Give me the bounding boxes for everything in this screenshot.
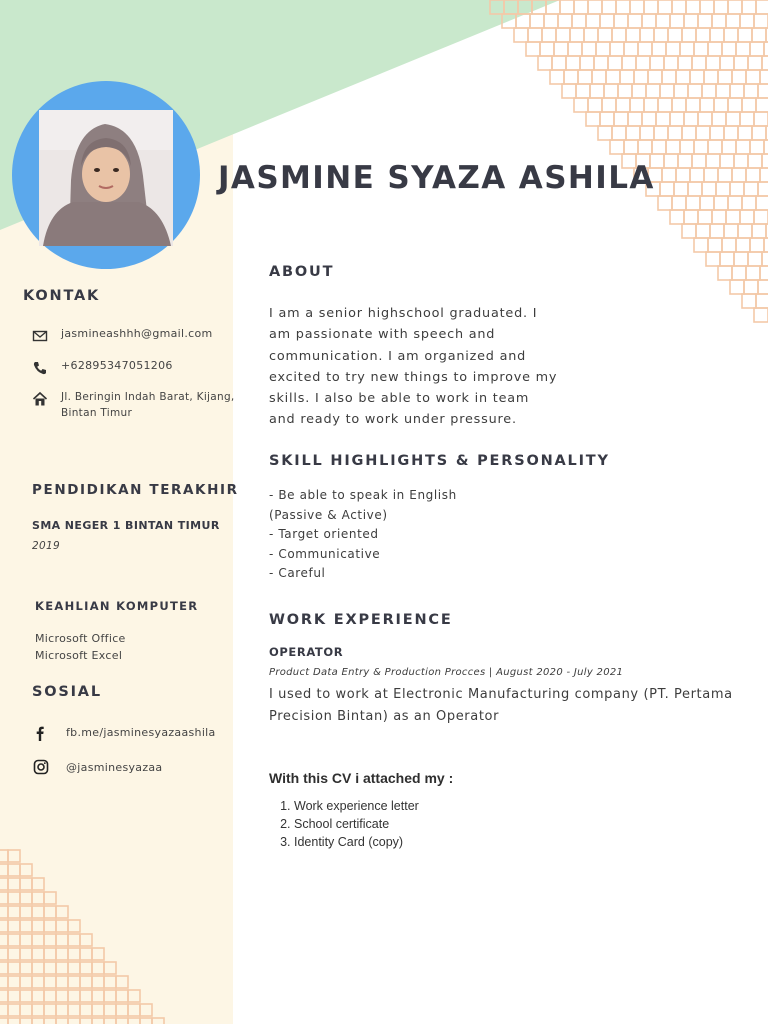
contact-phone: +62895347051206 (61, 359, 173, 372)
skill-item: - Communicative (269, 546, 381, 561)
attachment-item: 2. School certificate (294, 815, 419, 833)
skills-title: SKILL HIGHLIGHTS & PERSONALITY (269, 453, 610, 469)
contact-email: jasmineashhh@gmail.com (61, 327, 213, 340)
grid-pattern-bottom-left (0, 850, 164, 1024)
contact-address (61, 389, 235, 421)
work-title: WORK EXPERIENCE (269, 612, 453, 628)
instagram-handle[interactable]: @jasminesyazaa (66, 761, 163, 774)
about-text: I am a senior highschool graduated. I am passionate with speech and communication. I am organized and excited to try new things to improve my skills. I also be able to work in team and ready to work under pressure. (269, 306, 558, 428)
attachment-item: 1. Work experience letter (294, 797, 419, 815)
address-line-2: Bintan Timur (61, 407, 133, 419)
skills-list (269, 486, 457, 584)
attachments-title: With this CV i attached my : (269, 770, 454, 786)
facebook-icon (32, 725, 48, 741)
mail-icon (32, 328, 48, 344)
graduation-year: 2019 (32, 540, 60, 552)
profile-photo (39, 110, 173, 246)
address-line-1: Jl. Beringin Indah Barat, Kijang, (61, 391, 235, 403)
skill-item: (Passive & Active) (269, 507, 388, 522)
job-detail: Product Data Entry & Production Procces | August 2020 - July 2021 (269, 667, 624, 678)
instagram-icon (33, 759, 49, 775)
computer-skill-item: Microsoft Excel (35, 649, 123, 662)
job-title: OPERATOR (269, 645, 344, 659)
job-description: I used to work at Electronic Manufacturing company (PT. Pertama Precision Bintan) as an Operator (269, 687, 733, 724)
education-title: PENDIDIKAN TERAKHIR (32, 482, 239, 498)
attachments-list (269, 797, 419, 851)
candidate-name: JASMINE SYAZA ASHILA (218, 160, 655, 196)
home-icon (32, 391, 48, 407)
school-name: SMA NEGER 1 BINTAN TIMUR (32, 519, 220, 532)
contact-title: KONTAK (23, 288, 101, 304)
about-title: ABOUT (269, 264, 335, 280)
social-title: SOSIAL (32, 684, 102, 700)
computer-skills-title: KEAHLIAN KOMPUTER (35, 599, 199, 613)
computer-skill-item: Microsoft Office (35, 632, 126, 645)
skill-item: - Careful (269, 566, 326, 580)
skill-item: - Be able to speak in English (269, 488, 457, 502)
skill-item: - Target oriented (269, 527, 379, 541)
facebook-link[interactable]: fb.me/jasminesyazaashila (66, 726, 216, 739)
attachment-item: 3. Identity Card (copy) (294, 833, 419, 851)
phone-icon (32, 360, 48, 376)
